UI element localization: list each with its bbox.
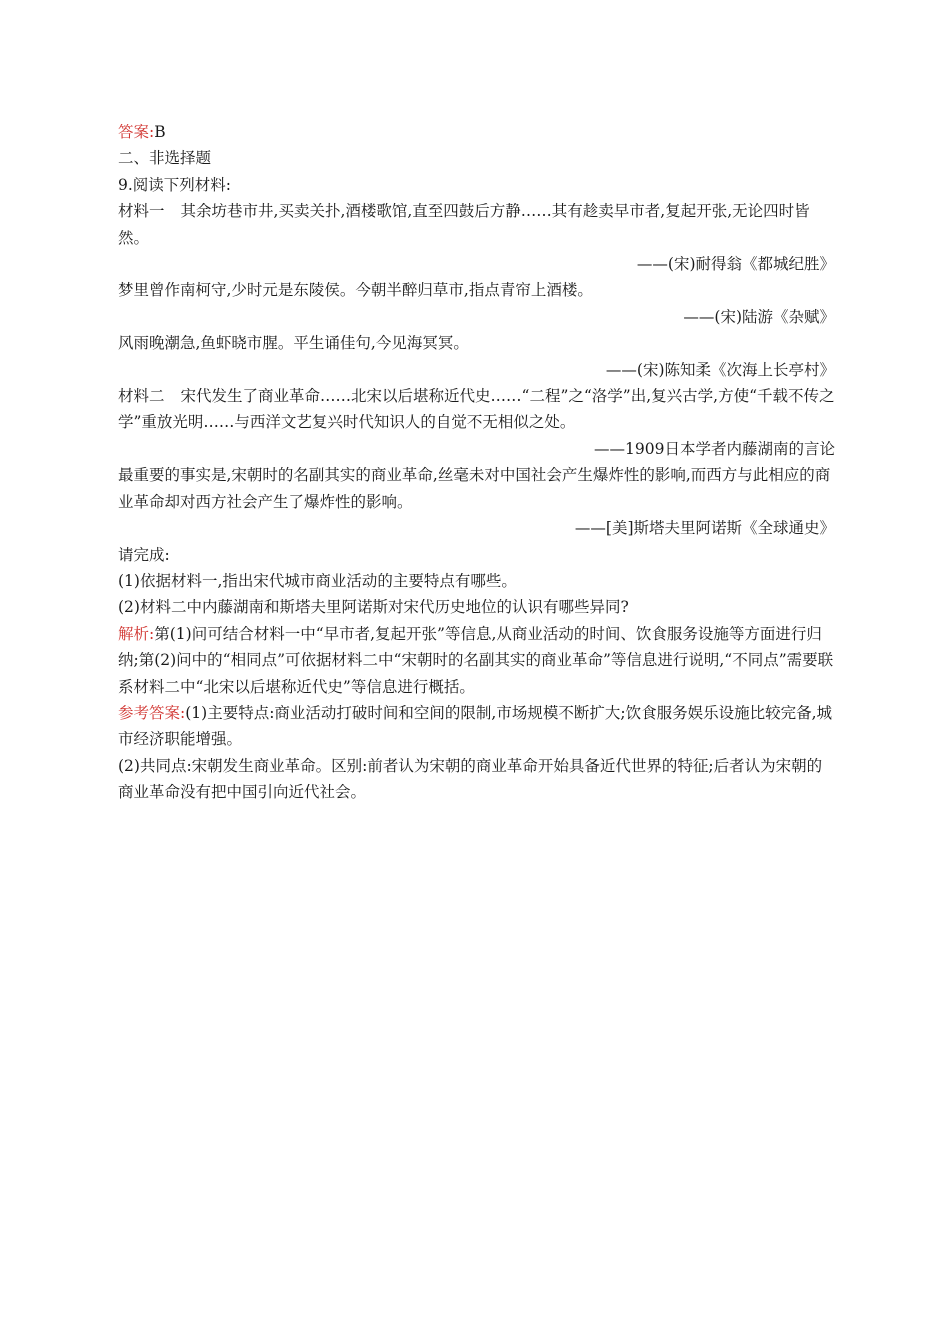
poem1-source: ——(宋)陆游《杂赋》 — [683, 307, 835, 326]
material2-source2: ——[美]斯塔夫里阿诺斯《全球通史》 — [574, 519, 835, 538]
task-instruction: 请完成: — [118, 545, 170, 564]
material2-label: 材料二 — [118, 387, 165, 406]
reference-label: 参考答案: — [118, 703, 186, 722]
material2-text2: 最重要的事实是,宋朝时的名副其实的商业革命,丝毫未对中国社会产生爆炸性的影响,而西方与此相应的商业革命却对西方社会产生了爆炸性的影响。 — [118, 466, 831, 511]
question-prompt: 9.阅读下列材料: — [118, 175, 232, 194]
subquestion-2: (2)材料二中内藤湖南和斯塔夫里阿诺斯对宋代历史地位的认识有哪些异同? — [118, 598, 629, 617]
material2-text: 宋代发生了商业革命……北宋以后堪称近代史……“二程”之“洛学”出,复兴古学,方使“千载不传之学”重放光明……与西洋文艺复兴时代知识人的自觉不无相似之处。 — [118, 387, 835, 432]
analysis-paragraph — [118, 621, 835, 700]
poem1-text: 梦里曾作南柯守,少时元是东陵侯。今朝半醉归草市,指点青帘上酒楼。 — [118, 281, 593, 300]
document-body — [118, 119, 835, 806]
material2-paragraph — [118, 383, 835, 436]
material2-source: ——1909日本学者内藤湖南的言论 — [594, 439, 835, 458]
reference-answer-1 — [118, 700, 835, 753]
reference-answer-1-text: (1)主要特点:商业活动打破时间和空间的限制,市场规模不断扩大;饮食服务娱乐设施比较完备,城市经济职能增强。 — [118, 703, 832, 749]
material1-source: ——(宋)耐得翁《都城纪胜》 — [636, 255, 835, 274]
poem2-text: 风雨晚潮急,鱼虾晓市腥。平生诵佳句,今见海冥冥。 — [118, 334, 469, 353]
answer-value: B — [154, 123, 166, 141]
answer-label: 答案: — [118, 123, 155, 141]
analysis-label: 解析: — [118, 624, 155, 643]
subquestion-1: (1)依据材料一,指出宋代城市商业活动的主要特点有哪些。 — [118, 571, 517, 590]
answer-line — [118, 119, 835, 145]
analysis-text: 第(1)问可结合材料一中“早市者,复起开张”等信息,从商业活动的时间、饮食服务设施等方面进行归纳;第(2)问中的“相同点”可依据材料二中“宋朝时的名副其实的商业革命”等信息进行说明,“不同点”需要联系材料二中“北宋以后堪称近代史”等信息进行概括。 — [118, 624, 834, 696]
material1-paragraph — [118, 198, 835, 251]
section-title: 二、非选择题 — [118, 149, 212, 168]
material1-text: 其余坊巷市井,买卖关扑,酒楼歌馆,直至四鼓后方静……其有趁卖早市者,复起开张,无论四时皆然。 — [118, 202, 810, 247]
poem2-source: ——(宋)陈知柔《次海上长亭村》 — [605, 360, 835, 379]
reference-answer-2: (2)共同点:宋朝发生商业革命。区别:前者认为宋朝的商业革命开始具备近代世界的特征;后者认为宋朝的商业革命没有把中国引向近代社会。 — [118, 756, 823, 802]
material1-label: 材料一 — [118, 202, 165, 221]
